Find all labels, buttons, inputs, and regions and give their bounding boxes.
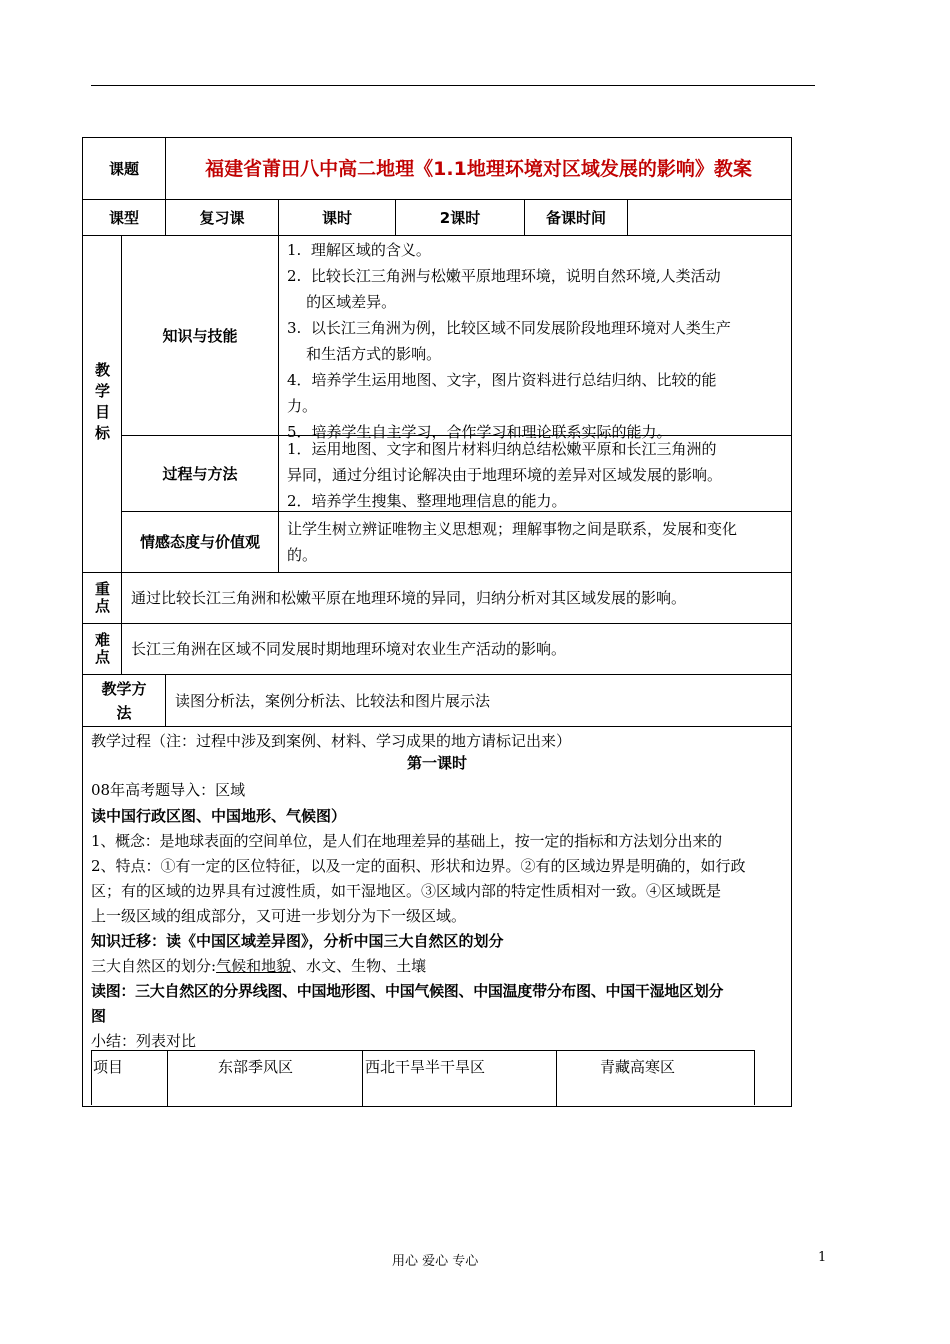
- knowledge-item: 和生活方式的影响。: [287, 345, 442, 363]
- lesson-title: 第一课时: [406, 754, 467, 772]
- key-point-label-cell: 重点: [82, 572, 122, 624]
- header-rule: [91, 85, 815, 86]
- process-label-cell: 过程与方法: [121, 435, 279, 512]
- three-regions-line: 三大自然区的划分:气候和地貌、水文、生物、土壤: [91, 957, 427, 975]
- key-point-cell: [121, 572, 792, 624]
- read-maps-line: 读中国行政区图、中国地形、气候图）: [91, 807, 347, 825]
- process-content-cell: [278, 435, 792, 512]
- knowledge-item: 1. 理解区域的含义。: [287, 241, 431, 259]
- difficulty-cell: [121, 623, 792, 675]
- table-header: 西北干旱半干旱区: [365, 1058, 486, 1076]
- table-header: 项目: [93, 1058, 124, 1076]
- knowledge-item: 2. 比较长江三角洲与松嫩平原地理环境，说明自然环境,人类活动: [287, 267, 721, 285]
- concept-line: 1、概念：是地球表面的空间单位，是人们在地理差异的基础上，按一定的指标和方法划分出来的: [91, 832, 722, 850]
- read-figures-line: 读图：三大自然区的分界线图、中国地形图、中国气候图、中国温度带分布图、中国干湿地区划分: [91, 982, 724, 1000]
- objectives-label-cell: [82, 235, 122, 573]
- knowledge-item: 的区域差异。: [287, 293, 397, 311]
- attitude-item: 的。: [287, 546, 318, 564]
- table-header: 东部季风区: [218, 1058, 294, 1076]
- hours-value-cell: 2课时: [395, 199, 525, 236]
- knowledge-content-cell: [278, 235, 792, 441]
- climate-landform-underlined: 气候和地貌: [216, 957, 292, 975]
- key-point-text: 通过比较长江三角洲和松嫩平原在地理环境的异同，归纳分析对其区域发展的影响。: [131, 589, 687, 607]
- feature-line: 上一级区域的组成部分，又可进一步划分为下一级区域。: [91, 907, 467, 925]
- knowledge-item: 3. 以长江三角洲为例，比较区域不同发展阶段地理环境对人类生产: [287, 319, 731, 337]
- feature-line: 区；有的区域的边界具有过渡性质，如干湿地区。③区域内部的特定性质相对一致。④区域既是: [91, 882, 722, 900]
- knowledge-item: 力。: [287, 397, 318, 415]
- intro-line: 08年高考题导入：区域: [91, 781, 246, 799]
- hours-label-cell: 课时: [278, 199, 396, 236]
- process-item: 2．培养学生搜集、整理地理信息的能力。: [287, 492, 567, 510]
- attitude-label-cell: 情感态度与价值观: [121, 511, 279, 573]
- subject-label-cell: 课题: [82, 137, 166, 200]
- knowledge-transfer-line: 知识迁移：读《中国区域差异图》，分析中国三大自然区的划分: [91, 932, 504, 950]
- objectives-label: 教学目标: [93, 362, 111, 446]
- method-label-cell: 教学方法: [82, 674, 166, 727]
- prep-label-cell: 备课时间: [524, 199, 628, 236]
- process-note: 教学过程（注：过程中涉及到案例、材料、学习成果的地方请标记出来）: [91, 732, 572, 750]
- page-number: 1: [818, 1250, 827, 1265]
- method-text: 读图分析法，案例分析法、比较法和图片展示法: [175, 691, 491, 710]
- summary-line: 小结：列表对比: [91, 1032, 197, 1050]
- footer-motto: 用心 爱心 专心: [392, 1254, 479, 1269]
- method-cell: [165, 674, 792, 727]
- attitude-content-cell: [278, 511, 792, 573]
- read-figures-line: 图: [91, 1007, 107, 1025]
- compare-table: [91, 1050, 755, 1105]
- page-title: 福建省莆田八中高二地理《1.1地理环境对区域发展的影响》教案: [205, 157, 752, 180]
- knowledge-label-cell: 知识与技能: [121, 235, 279, 436]
- difficulty-label-cell: 难点: [82, 623, 122, 675]
- attitude-item: 让学生树立辨证唯物主义思想观；理解事物之间是联系，发展和变化: [287, 520, 738, 538]
- type-label-cell: 课型: [82, 199, 166, 236]
- process-item: 异同，通过分组讨论解决由于地理环境的差异对区域发展的影响。: [287, 466, 723, 484]
- difficulty-text: 长江三角洲在区域不同发展时期地理环境对农业生产活动的影响。: [131, 640, 567, 658]
- title-cell: [165, 137, 792, 200]
- type-value-cell: 复习课: [165, 199, 279, 236]
- knowledge-item: 4．培养学生运用地图、文字，图片资料进行总结归纳、比较的能: [287, 371, 717, 389]
- feature-line: 2、特点：①有一定的区位特征，以及一定的面积、形状和边界。②有的区域边界是明确的，如行政: [91, 857, 746, 875]
- knowledge-item: 5．培养学生自主学习，合作学习和理论联系实际的能力。: [287, 423, 672, 441]
- prep-value-cell: [627, 199, 792, 236]
- table-header: 青藏高寒区: [600, 1058, 676, 1076]
- process-item: 1．运用地图、文字和图片材料归纳总结松嫩平原和长江三角洲的: [287, 440, 717, 458]
